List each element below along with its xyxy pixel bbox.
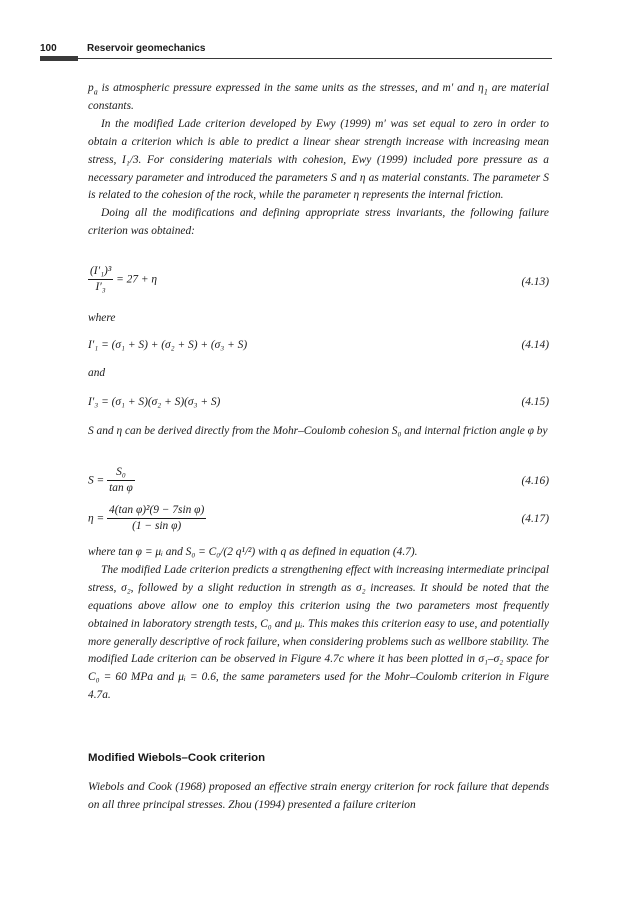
equation-4-15 — [88, 396, 549, 408]
where-label: where — [88, 312, 116, 324]
paragraph-5: where tan φ = μᵢ and S₀ = C₀/(2 q¹/²) with q as defined in equation (4.7). — [88, 546, 418, 558]
text-block-top — [88, 80, 549, 241]
equation-rhs: = 27 + η — [116, 273, 158, 286]
numerator: S₀ — [107, 465, 135, 481]
running-title: Reservoir geomechanics — [87, 43, 206, 54]
denominator: (1 − sin φ) — [132, 520, 182, 532]
paragraph-3: Doing all the modifications and defining appropriate stress invariants, the following failure criterion was obtained: — [88, 207, 549, 238]
equation-lhs: S = — [88, 474, 105, 487]
header-rule-thick — [40, 56, 78, 61]
equation-number: (4.15) — [521, 396, 549, 408]
equation-lhs: η = — [88, 512, 105, 525]
fraction — [107, 465, 135, 496]
section-heading: Modified Wiebols–Cook criterion — [88, 752, 266, 764]
numerator: (I′₁)³ — [88, 264, 113, 280]
equation-4-14 — [88, 339, 549, 351]
paragraph-4-block — [88, 423, 549, 441]
paragraph-1: $p_a$ is atmospheric pressure expressed in the same units as the stresses, and m′ and $\eta_1$ are material constants. — [88, 82, 549, 112]
equation-4-16 — [88, 465, 549, 496]
equation-number: (4.14) — [521, 339, 549, 351]
equation-number: (4.13) — [521, 276, 549, 288]
page-header — [40, 43, 552, 63]
paragraph-6: The modified Lade criterion predicts a strengthening effect with increasing intermediate principal stress, σ₂, followed by a slight reduction in strength as σ₂ increases. It should be noted that the equations above allow one to employ this criterion using the two parameters most frequently obtained in laboratory strength tests, C₀ and μᵢ. This makes this criterion easy to use, and potentially more generally descriptive of rock failure, when considering problems such as wellbore stability. The modified Lade criterion can be observed in Figure 4.7c where it has been plotted in σ₁–σ₂ space for C₀ = 60 MPa and μᵢ = 0.6, the same parameters used for the Mohr–Coulomb criterion in Figure 4.7a. — [88, 563, 549, 702]
and-label: and — [88, 367, 106, 379]
denominator: I′₃ — [95, 281, 106, 293]
paragraph-7: Wiebols and Cook (1968) proposed an effective strain energy criterion for rock failure that depends on all three principal stresses. Zhou (1994) presented a failure criterion — [88, 781, 549, 811]
page-number: 100 — [40, 43, 57, 54]
equation-number: (4.17) — [521, 513, 549, 525]
equation-4-13 — [88, 264, 549, 295]
text-block-middle — [88, 544, 549, 705]
paragraph-4: S and η can be derived directly from the Mohr–Coulomb cohesion S₀ and internal friction angle φ by — [88, 425, 548, 437]
equation-number: (4.16) — [521, 475, 549, 487]
paragraph-2: In the modified Lade criterion developed by Ewy (1999) m′ was set equal to zero in order to obtain a criterion which is able to predict a linear shear strength increase with increasing mean stress, I₁/3. For considering materials with cohesion, Ewy (1999) included pore pressure as a necessary parameter and introduced the parameters S and η as material constants. The parameter S is related to the cohesion of the rock, while the parameter η represents the internal friction. — [88, 117, 549, 202]
text-block-bottom — [88, 779, 549, 815]
header-rule-thin — [78, 58, 552, 59]
fraction — [88, 264, 113, 295]
equation-4-17 — [88, 503, 549, 534]
fraction — [107, 503, 206, 534]
equation-text: I′₁ = (σ₁ + S) + (σ₂ + S) + (σ₃ + S) — [88, 339, 248, 351]
numerator: 4(tan φ)²(9 − 7sin φ) — [107, 503, 206, 519]
denominator: tan φ — [109, 482, 133, 494]
equation-text: I′₃ = (σ₁ + S)(σ₂ + S)(σ₃ + S) — [88, 396, 221, 408]
